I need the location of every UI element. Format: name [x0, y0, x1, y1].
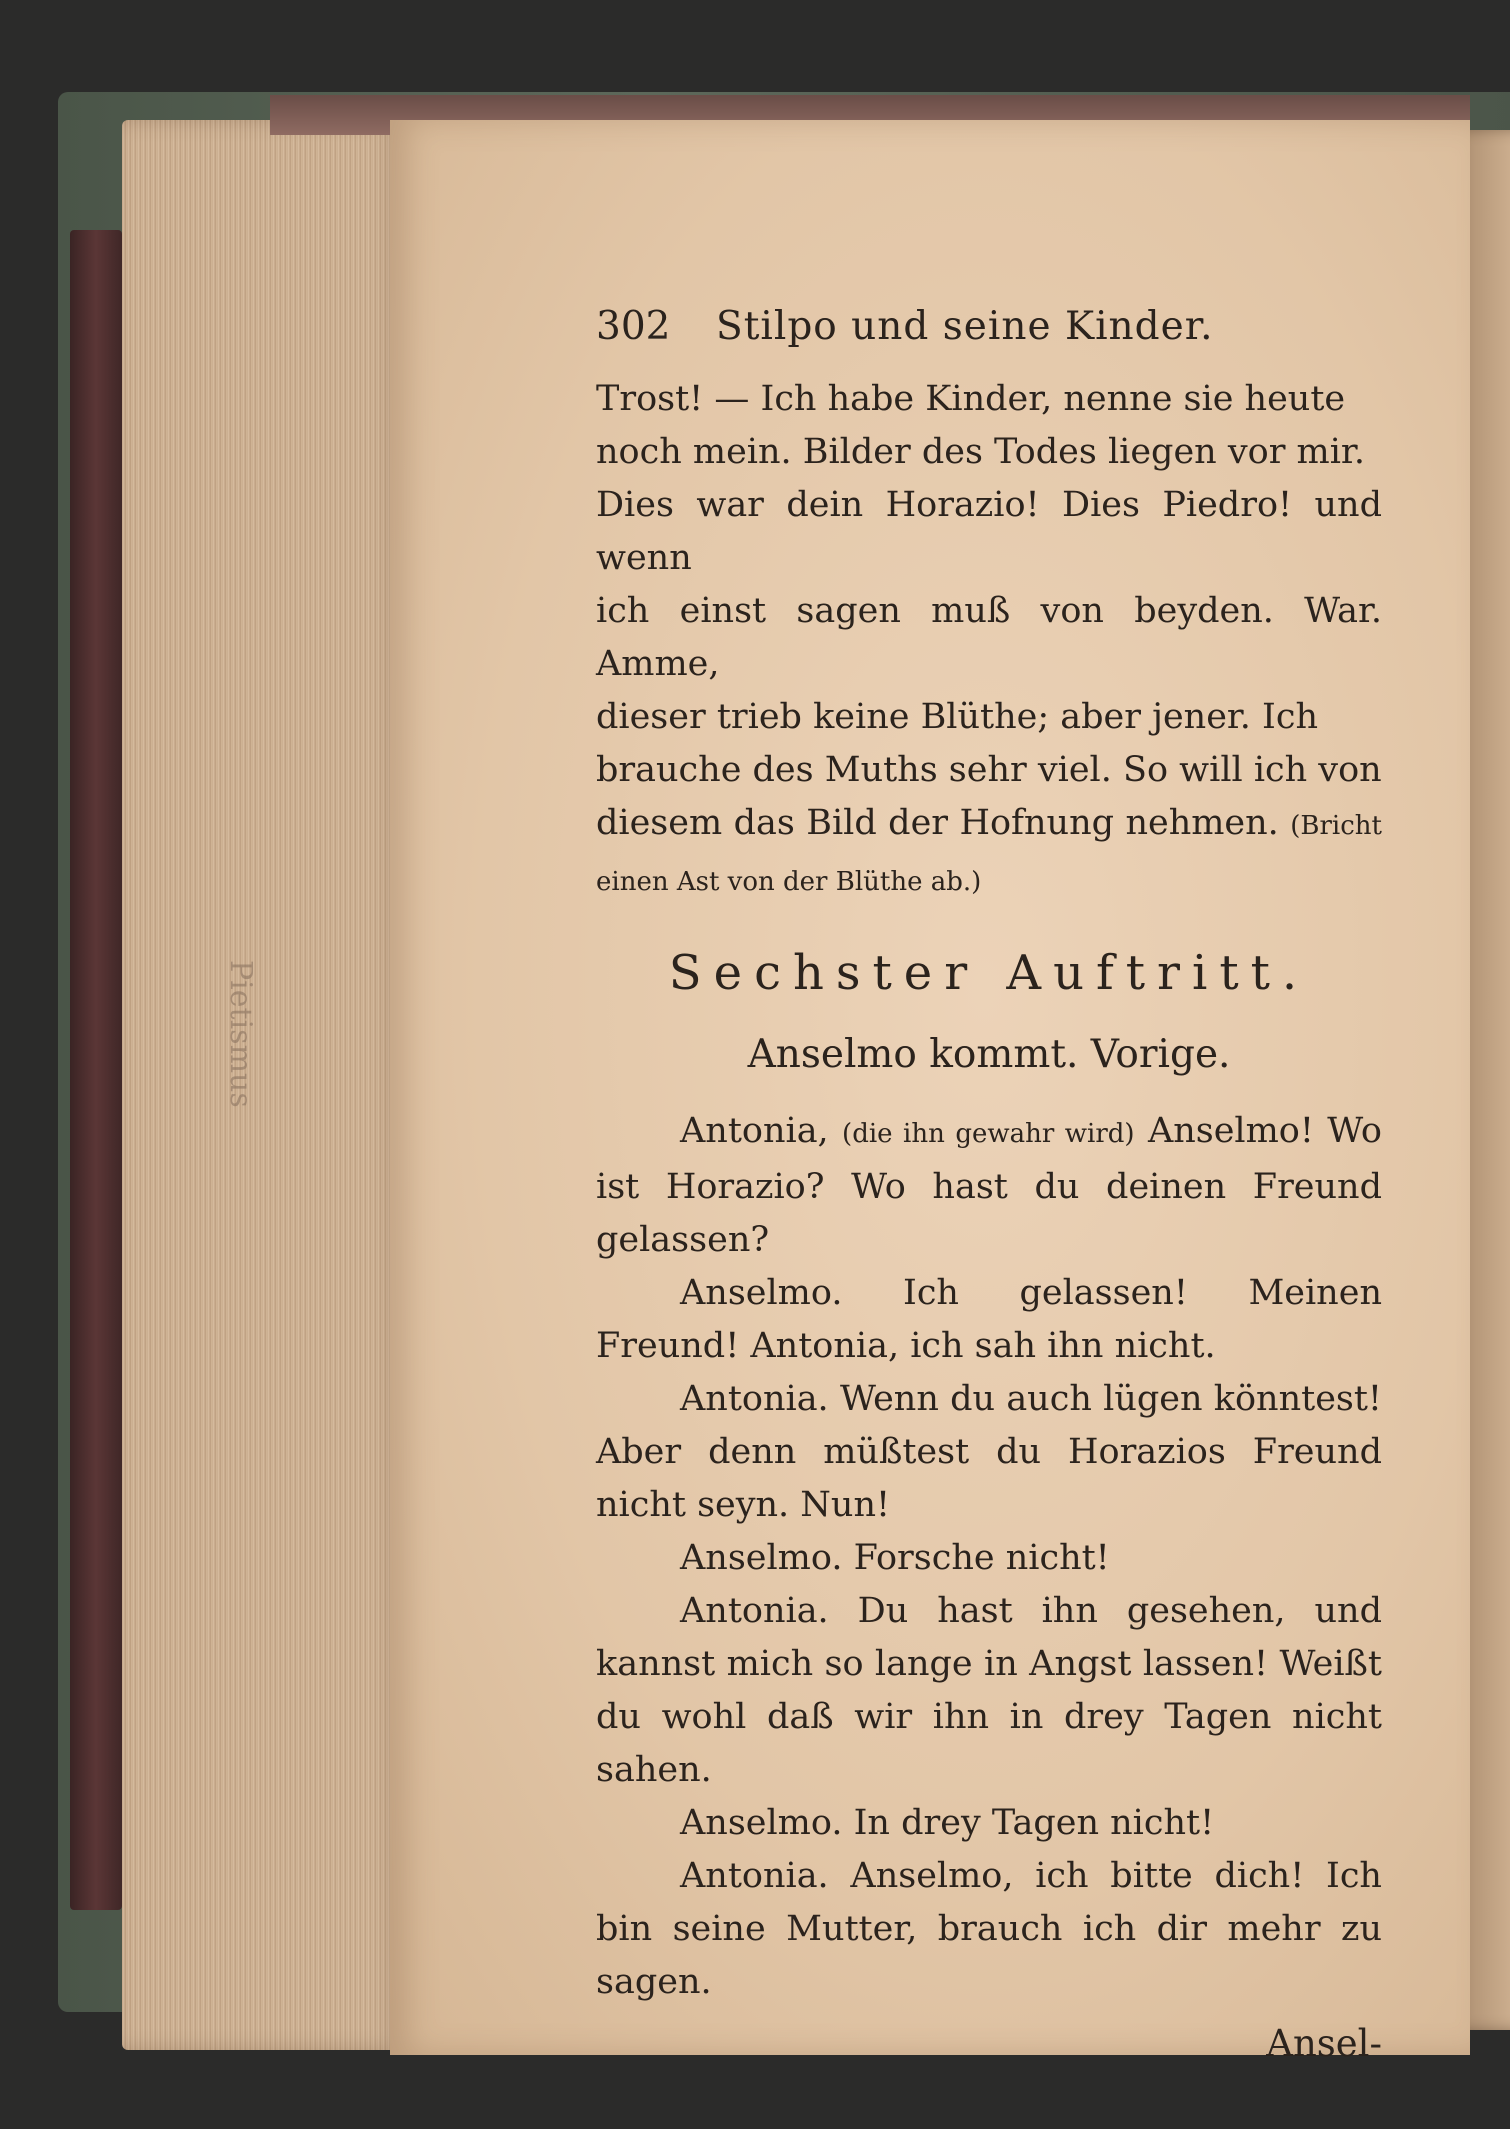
stage-direction: (die ihn gewahr wird): [842, 1119, 1135, 1149]
text-line: noch mein. Bilder des Todes liegen vor mir.: [596, 432, 1365, 472]
scene-characters: Anselmo kommt. Vorige.: [747, 1032, 1231, 1077]
speech-text: In drey Tagen nicht!: [853, 1803, 1215, 1843]
text-line: diesem das Bild der Hofnung nehmen.: [596, 803, 1279, 843]
leather-binding-strip: [70, 230, 122, 1910]
speech-text: Anselmo! Wo ist Horazio? Wo hast du deinen Freund gelassen?: [596, 1111, 1382, 1260]
stage-direction: (Bricht einen Ast von der Blüthe ab.): [596, 811, 1382, 897]
speech-text: Du hast ihn gesehen, und kannst mich so lange in Angst lassen! Weißt du wohl daß wir ihn in drey Tagen nicht sahen.: [596, 1591, 1382, 1790]
speech-text: Anselmo, ich bitte dich! Ich bin seine Mutter, brauch ich dir mehr zu sagen.: [596, 1856, 1382, 2002]
dialogue-speech: [596, 1532, 1382, 1585]
catchword: Ansel-: [1266, 2022, 1382, 2065]
speaker-name: Anselmo.: [680, 1273, 843, 1313]
text-line: Dies war dein Horazio! Dies Piedro! und wenn: [596, 485, 1382, 578]
speaker-name: Antonia.: [680, 1591, 829, 1631]
text-line: brauche des Muths sehr viel. So will ich von: [596, 750, 1382, 790]
dialogue-speech: [596, 1797, 1382, 1850]
page-text: [596, 300, 1382, 2070]
dialogue-speech: [596, 1585, 1382, 1797]
page-header: [596, 300, 1382, 353]
speech-text: Wenn du auch lügen könntest! Aber denn müßtest du Horazios Freund nicht seyn. Nun!: [596, 1379, 1382, 1525]
speech-text: Forsche nicht!: [853, 1538, 1110, 1578]
speaker-name: Antonia,: [680, 1111, 829, 1151]
running-title: Stilpo und seine Kinder.: [716, 304, 1214, 349]
opening-speech: [596, 373, 1382, 909]
dialogue-speech: [596, 1373, 1382, 1532]
dialogue-speech: [596, 1850, 1382, 2009]
dialogue-speech: [596, 1267, 1382, 1373]
scene-title: Sechster Auftritt.: [668, 945, 1310, 1001]
speaker-name: Antonia.: [680, 1379, 829, 1419]
page-block-edges: [122, 120, 402, 2050]
speaker-name: Antonia.: [680, 1856, 829, 1896]
dialogue: [596, 1105, 1382, 2009]
text-line: ich einst sagen muß von beyden. War. Amme,: [596, 591, 1382, 684]
speaker-name: Anselmo.: [680, 1538, 843, 1578]
margin-handwritten-note: Pietismus: [223, 960, 258, 1108]
page-number: 302: [596, 304, 671, 349]
text-line: dieser trieb keine Blüthe; aber jener. Ich: [596, 697, 1319, 737]
text-line: Trost! — Ich habe Kinder, nenne sie heute: [596, 379, 1346, 419]
dialogue-speech: [596, 1105, 1382, 1267]
speech-text: Ich gelassen! Meinen Freund! Antonia, ich sah ihn nicht.: [596, 1273, 1382, 1366]
speaker-name: Anselmo.: [680, 1803, 843, 1843]
text-line-with-stage: [596, 797, 1382, 909]
